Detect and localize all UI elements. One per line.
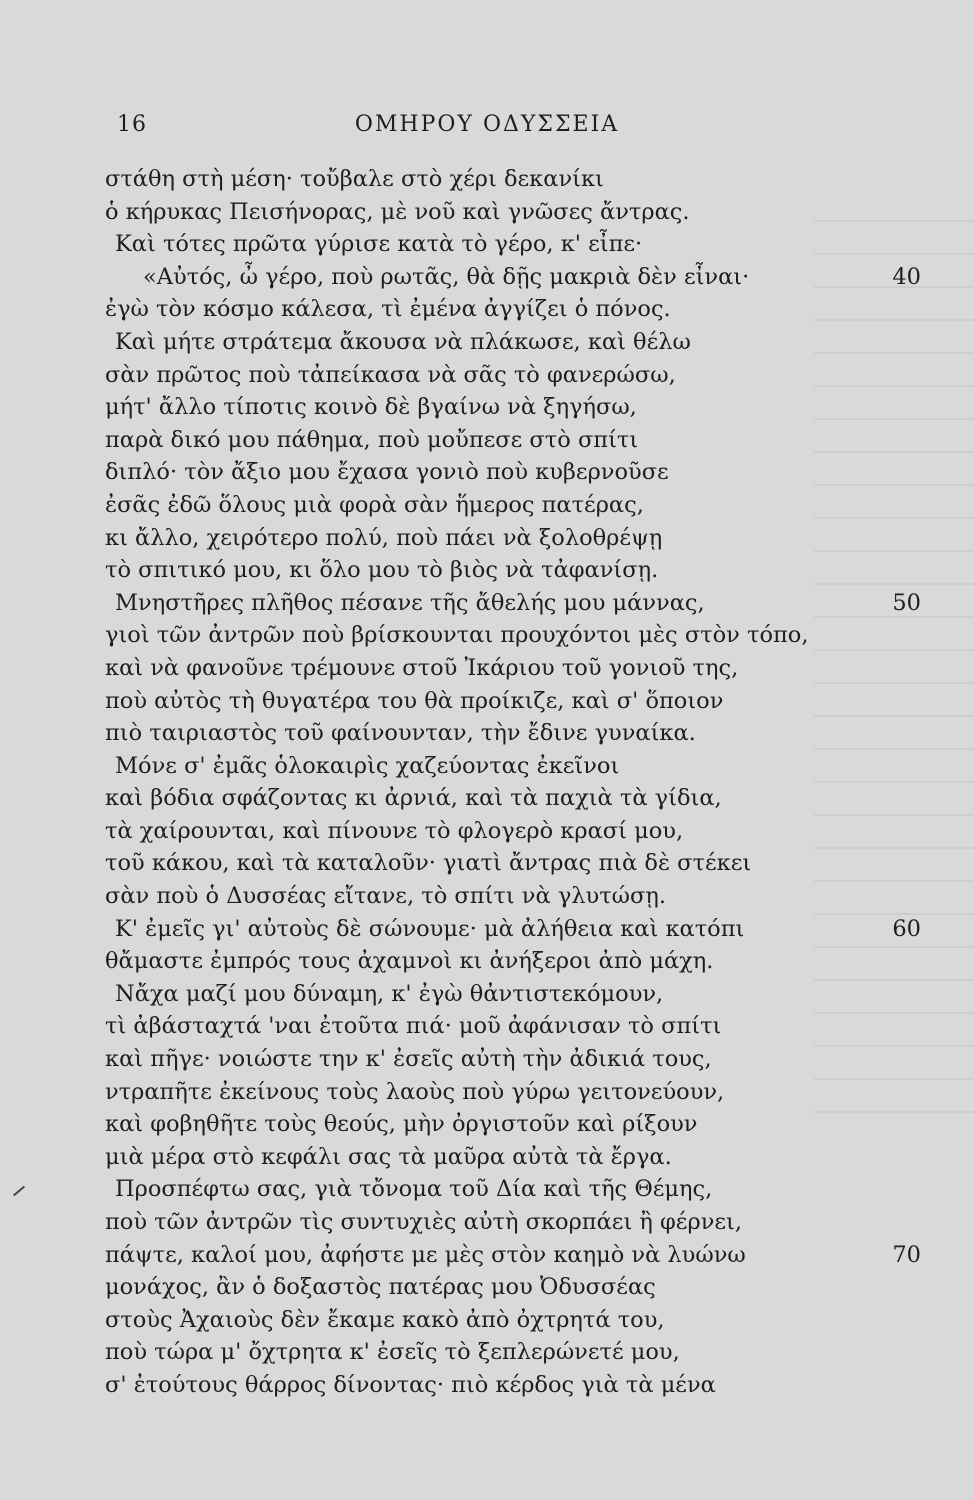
- verse-text: τὸ σπιτικό μου, κι ὅλο μου τὸ βιὸς νὰ τἀφανίσῃ.: [105, 557, 659, 584]
- verse-line: [105, 489, 965, 522]
- verse-text: Προσπέφτω σας, γιὰ τὄνομα τοῦ Δία καὶ τῆς Θέμης,: [115, 1176, 713, 1203]
- page-header: [0, 112, 974, 142]
- verse-text: Μόνε σ' ἐμᾶς ὁλοκαιρὶς χαζεύοντας ἐκεῖνοι: [115, 752, 620, 779]
- verse-line: [105, 1010, 965, 1043]
- verse-line: [105, 522, 965, 555]
- line-number: 60: [892, 915, 921, 942]
- verse-line: [105, 326, 965, 359]
- page-number: 16: [117, 112, 147, 137]
- verse-text: μονάχος, ἂν ὁ δοξαστὸς πατέρας μου Ὀδυσσέας: [105, 1274, 656, 1301]
- verse-text: ντραπῆτε ἐκείνους τοὺς λαοὺς ποὺ γύρω γειτονεύουν,: [105, 1078, 725, 1105]
- verse-text: σ' ἐτούτους θάρρος δίνοντας· πιὸ κέρδος γιὰ τὰ μένα: [105, 1371, 716, 1398]
- verse-line: [105, 424, 965, 457]
- verse-text: πιὸ ταιριαστὸς τοῦ φαίνουνταν, τὴν ἔδινε γυναίκα.: [105, 720, 696, 747]
- verse-line: [105, 1076, 965, 1109]
- verse-line: [105, 1206, 965, 1239]
- verse-line: [105, 391, 965, 424]
- verse-text: πάψτε, καλοί μου, ἀφήστε με μὲς στὸν καημὸ νὰ λυώνω: [105, 1241, 746, 1268]
- verse-line: [105, 554, 965, 587]
- verse-line: [105, 196, 965, 229]
- verse-block: [105, 163, 965, 1402]
- verse-line: [105, 750, 965, 783]
- verse-text: διπλό· τὸν ἄξιο μου ἔχασα γονιὸ ποὺ κυβερνοῦσε: [105, 459, 669, 486]
- verse-line: [105, 456, 965, 489]
- verse-text: τὶ ἀβάσταχτά 'ναι ἐτοῦτα πιά· μοῦ ἀφάνισαν τὸ σπίτι: [105, 1013, 722, 1040]
- verse-line: [105, 847, 965, 880]
- verse-text: Καὶ μήτε στράτεμα ἄκουσα νὰ πλάκωσε, καὶ θέλω: [115, 328, 691, 355]
- verse-line: [105, 1141, 965, 1174]
- verse-text: ποὺ τώρα μ' ὄχτρητα κ' ἐσεῖς τὸ ξεπλερώνετέ μου,: [105, 1339, 680, 1366]
- verse-line: [105, 293, 965, 326]
- verse-text: ὁ κήρυκας Πεισήνορας, μὲ νοῦ καὶ γνῶσες ἄντρας.: [105, 198, 690, 225]
- verse-text: καὶ νὰ φανοῦνε τρέμουνε στοῦ Ἰκάριου τοῦ γονιοῦ της,: [105, 654, 739, 681]
- verse-text: Καὶ τότες πρῶτα γύρισε κατὰ τὸ γέρο, κ' εἶπε·: [115, 231, 643, 258]
- verse-text: καὶ πῆγε· νοιώστε την κ' ἐσεῖς αὐτὴ τὴν ἀδικιά τους,: [105, 1046, 712, 1073]
- verse-text: παρὰ δικό μου πάθημα, ποὺ μοὔπεσε στὸ σπίτι: [105, 426, 639, 453]
- verse-line: [105, 1173, 965, 1206]
- verse-line: [105, 1239, 965, 1272]
- verse-line: [105, 359, 965, 392]
- verse-text: σὰν ποὺ ὁ Δυσσέας εἴτανε, τὸ σπίτι νὰ γλυτώσῃ.: [105, 883, 666, 910]
- verse-text: «Αὐτός, ὦ γέρο, ποὺ ρωτᾶς, θὰ δῇς μακριὰ δὲν εἶναι·: [143, 263, 750, 290]
- verse-text: τὰ χαίρουνται, καὶ πίνουνε τὸ φλογερὸ κρασί μου,: [105, 817, 684, 844]
- verse-line: [105, 782, 965, 815]
- verse-text: μήτ' ἄλλο τίποτις κοινὸ δὲ βγαίνω νὰ ξηγήσω,: [105, 394, 637, 421]
- verse-line: [105, 1369, 965, 1402]
- margin-pencil-mark: [13, 1186, 25, 1197]
- verse-text: ποὺ τῶν ἀντρῶν τὶς συντυχιὲς αὐτὴ σκορπάει ἢ φέρνει,: [105, 1209, 742, 1235]
- verse-text: ἐσᾶς ἐδῶ ὅλους μιὰ φορὰ σὰν ἥμερος πατέρας,: [105, 491, 644, 518]
- verse-line: [105, 619, 965, 652]
- verse-text: ποὺ αὐτὸς τὴ θυγατέρα του θὰ προίκιζε, καὶ σ' ὅποιον: [105, 687, 724, 714]
- verse-text: ἐγὼ τὸν κόσμο κάλεσα, τὶ ἐμένα ἀγγίζει ὁ πόνος.: [105, 296, 671, 323]
- verse-text: Νἄχα μαζί μου δύναμη, κ' ἐγὼ θἀντιστεκόμουν,: [115, 980, 664, 1007]
- verse-text: σὰν πρῶτος ποὺ τἀπείκασα νὰ σᾶς τὸ φανερώσω,: [105, 361, 676, 388]
- line-number: 50: [892, 589, 921, 616]
- verse-text: στάθη στὴ μέση· τοὔβαλε στὸ χέρι δεκανίκι: [105, 166, 604, 192]
- verse-line: [105, 1336, 965, 1369]
- verse-line: [105, 652, 965, 685]
- verse-text: θἄμαστε ἐμπρός τους ἀχαμνοὶ κι ἀνήξεροι ἀπὸ μάχη.: [105, 948, 714, 975]
- line-number: 70: [892, 1241, 921, 1268]
- verse-line: [105, 1271, 965, 1304]
- verse-line: [105, 913, 965, 946]
- verse-line: [105, 163, 965, 196]
- running-head: ΟΜΗΡΟΥ ΟΔΥΣΣΕΙΑ: [354, 112, 620, 137]
- verse-line: [105, 261, 965, 294]
- verse-line: [105, 717, 965, 750]
- verse-line: [105, 815, 965, 848]
- verse-line: [105, 1043, 965, 1076]
- verse-line: [105, 945, 965, 978]
- verse-line: [105, 880, 965, 913]
- verse-text: καὶ φοβηθῆτε τοὺς θεούς, μὴν ὀργιστοῦν καὶ ρίξουν: [105, 1111, 698, 1138]
- verse-text: κι ἄλλο, χειρότερο πολύ, ποὺ πάει νὰ ξολοθρέψῃ: [105, 524, 663, 551]
- verse-text: στοὺς Ἀχαιοὺς δὲν ἔκαμε κακὸ ἀπὸ ὀχτρητά του,: [105, 1306, 665, 1333]
- verse-line: [105, 685, 965, 718]
- verse-text: Κ' ἐμεῖς γι' αὐτοὺς δὲ σώνουμε· μὰ ἀλήθεια καὶ κατόπι: [115, 915, 745, 942]
- line-number: 40: [892, 263, 921, 290]
- verse-line: [105, 978, 965, 1011]
- verse-text: Μνηστῆρες πλῆθος πέσανε τῆς ἄθελής μου μάννας,: [115, 589, 705, 616]
- verse-line: [105, 228, 965, 261]
- verse-line: [105, 587, 965, 620]
- verse-line: [105, 1304, 965, 1337]
- verse-text: τοῦ κάκου, καὶ τὰ καταλοῦν· γιατὶ ἄντρας πιὰ δὲ στέκει: [105, 850, 752, 877]
- verse-text: γιοὶ τῶν ἀντρῶν ποὺ βρίσκουνται προυχόντοι μὲς στὸν τόπο,: [105, 622, 809, 649]
- verse-text: καὶ βόδια σφάζοντας κι ἀρνιά, καὶ τὰ παχιὰ τὰ γίδια,: [105, 785, 722, 812]
- verse-line: [105, 1108, 965, 1141]
- verse-text: μιὰ μέρα στὸ κεφάλι σας τὰ μαῦρα αὐτὰ τὰ ἔργα.: [105, 1143, 672, 1170]
